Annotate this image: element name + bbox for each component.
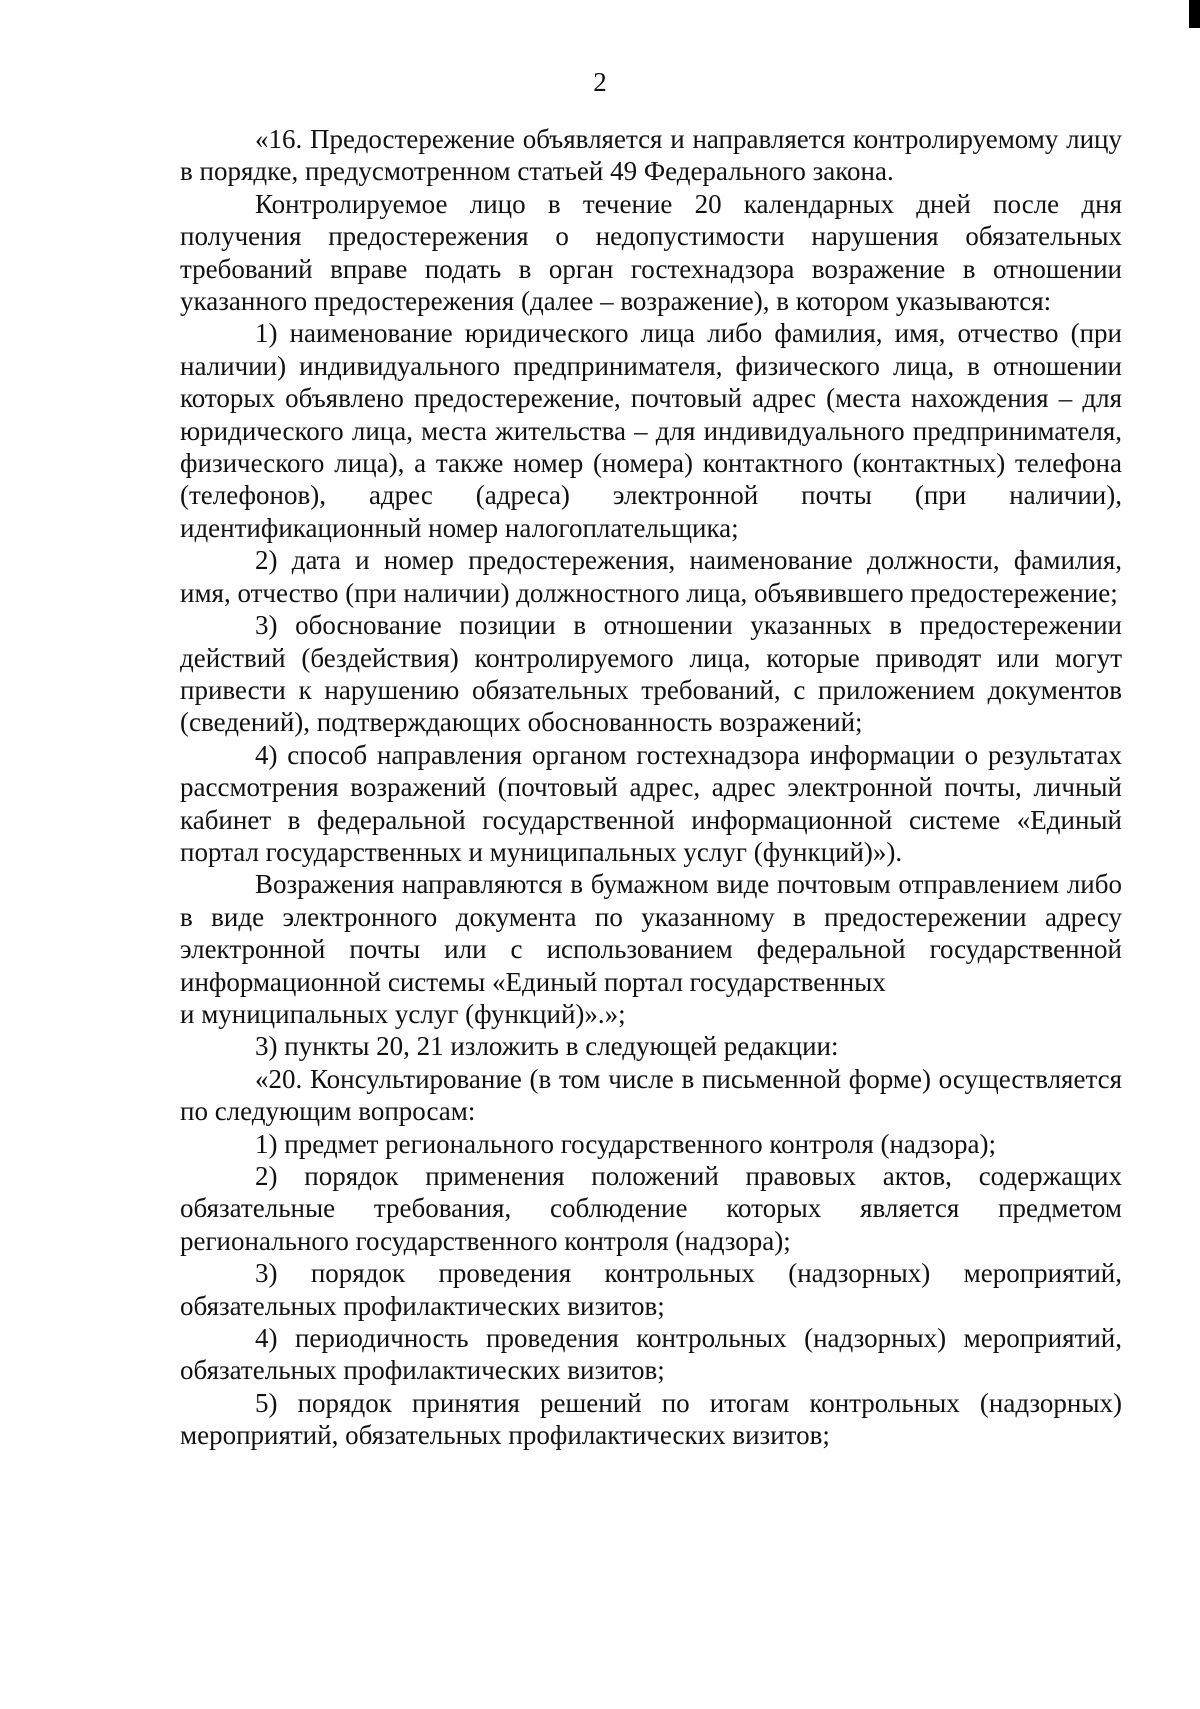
list-item-1: 1) наименование юридического лица либо фамилия, имя, отчество (при наличии) индивидуального предпринимателя, физического лица, в отношении которых объявлено предостережение, почтовый адрес (места нахождения – для юридического лица, места жительства – для индивидуального предпринимателя, физического лица), а также номер (номера) контактного (контактных) телефона (телефонов), адрес (адреса) электронной почты (при наличии), идентификационный номер налогоплательщика; <box>180 318 1122 543</box>
paragraph-objections-sending: Возражения направляются в бумажном виде почтовым отправлением либо в виде электронного документа по указанному в предостережении адресу электронной почты или с использованием федеральной государственной информационной системы «Единый портал государственных <box>180 869 1122 997</box>
amendment-item-3: 3) пункты 20, 21 изложить в следующей редакции: <box>255 1031 839 1062</box>
paragraph-objection-right: Контролируемое лицо в течение 20 календарных дней после дня получения предостережения о недопустимости нарушения обязательных требований вправе подать в орган гостехнадзора возражение в отношении указанного предостережения (далее – возражение), в котором указываются: <box>180 188 1122 317</box>
scan-corner-mark <box>1189 0 1200 28</box>
consultation-item-5: 5) порядок принятия решений по итогам контрольных (надзорных) мероприятий, обязательных профилактических визитов; <box>180 1387 1122 1451</box>
consultation-item-1: 1) предмет регионального государственного контроля (надзора); <box>255 1128 996 1159</box>
list-item-2: 2) дата и номер предостережения, наименование должности, фамилия, имя, отчество (при наличии) должностного лица, объявившего предостережение; <box>180 545 1122 608</box>
consultation-item-3: 3) порядок проведения контрольных (надзорных) мероприятий, обязательных профилактических визитов; <box>180 1258 1122 1321</box>
list-item-4: 4) способ направления органом гостехнадзора информации о результатах рассмотрения возражений (почтовый адрес, адрес электронной почты, личный кабинет в федеральной государственной информационной системе «Единый портал государственных и муниципальных услуг (функций)»). <box>180 739 1122 867</box>
page-number: 2 <box>593 67 607 97</box>
consultation-item-4: 4) периодичность проведения контрольных (надзорных) мероприятий, обязательных профилактических визитов; <box>180 1323 1122 1386</box>
paragraph-item-16: «16. Предостережение объявляется и направляется контролируемому лицу в порядке, предусмотренном статьей 49 Федерального закона. <box>180 124 1122 187</box>
paragraph-item-20: «20. Консультирование (в том числе в письменной форме) осуществляется по следующим вопросам: <box>180 1063 1122 1127</box>
document-body <box>180 123 1122 1452</box>
paragraph-objections-sending-end: и муниципальных услуг (функций)».»; <box>180 998 626 1029</box>
list-item-3: 3) обоснование позиции в отношении указанных в предостережении действий (бездействия) контролируемого лица, которые приводят или могут привести к нарушению обязательных требований, с приложением документов (сведений), подтверждающих обоснованность возражений; <box>180 610 1122 738</box>
consultation-item-2: 2) порядок применения положений правовых актов, содержащих обязательные требования, соблюдение которых является предметом регионального государственного контроля (надзора); <box>180 1161 1122 1256</box>
